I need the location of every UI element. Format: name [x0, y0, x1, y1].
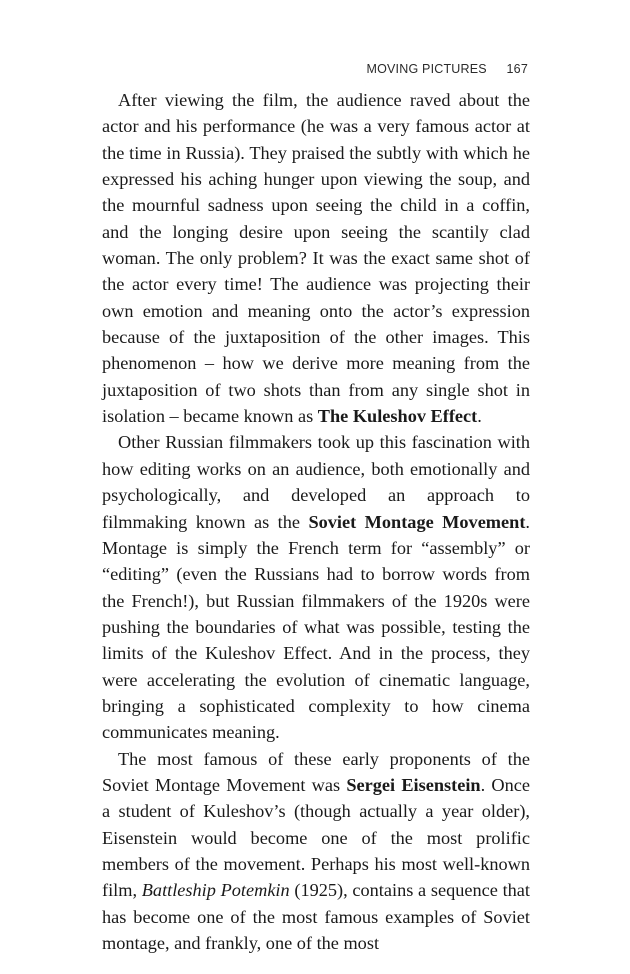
paragraph-3-text: The most famous of these early proponents of the Soviet Montage Movement was	[102, 748, 530, 795]
paragraph-1-end: .	[477, 406, 482, 427]
paragraph-2	[102, 429, 530, 745]
body-text	[102, 87, 530, 956]
running-head	[366, 62, 528, 76]
paragraph-1-text: After viewing the film, the audience raved about the actor and his performance (he was a very famous actor at the time in Russia). They praised the subtly with which he expressed his aching hunger upon viewing the soup, and the mournful sadness upon seeing the child in a coffin, and the longing desire upon seeing the scantily clad woman. The only problem? It was the exact same shot of the actor every time! The audience was projecting their own emotion and meaning onto the actor’s expression because of the juxtaposition of the other images. This phenomenon – how we derive more meaning from the juxtaposition of two shots than from any single shot in isolation – became known as	[102, 90, 530, 427]
running-head-title: MOVING PICTURES	[366, 62, 487, 76]
page-number: 167	[506, 62, 528, 76]
paragraph-2-end: . Montage is simply the French term for “assembly” or “editing” (even the Russians had to borrow words from the French!), but Russian filmmakers of the 1920s were pushing the boundaries of what was possible, testing the limits of the Kuleshov Effect. And in the process, they were accelerating the evolution of cinematic language, bringing a sophisticated complexity to how cinema communicates meaning.	[102, 511, 530, 743]
paragraph-2-text: Other Russian filmmakers took up this fascination with how editing works on an audience, both emotionally and psychologically, and developed an approach to filmmaking known as the	[102, 432, 530, 532]
term-soviet-montage-movement: Soviet Montage Movement	[308, 511, 526, 532]
film-title-battleship-potemkin: Battleship Potemkin	[141, 880, 290, 901]
paragraph-3	[102, 746, 530, 957]
term-kuleshov-effect: The Kuleshov Effect	[317, 406, 478, 427]
paragraph-3-middle: . Once a student of Kuleshov’s (though actually a year older), Eisenstein would become one of the most prolific members of the movement. Perhaps his most well-known film,	[102, 774, 530, 901]
paragraph-1	[102, 87, 530, 429]
term-sergei-eisenstein: Sergei Eisenstein	[346, 774, 481, 795]
paragraph-3-end: (1925), contains a sequence that has become one of the most famous examples of Soviet montage, and frankly, one of the most	[102, 880, 530, 953]
